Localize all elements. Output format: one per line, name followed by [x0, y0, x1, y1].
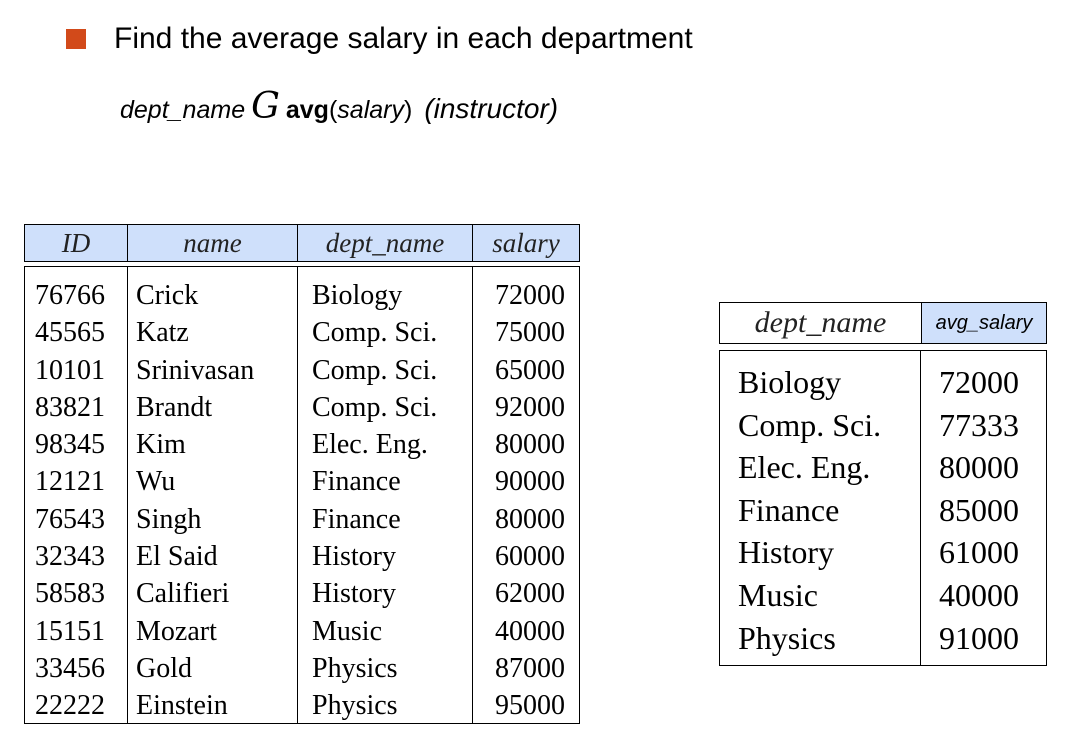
- name-cell: Srinivasan: [136, 354, 255, 386]
- salary-cell: 75000: [495, 317, 565, 349]
- name-cell: Einstein: [136, 690, 228, 722]
- id-cell: 10101: [35, 354, 105, 386]
- result-dept-cell: History: [738, 534, 834, 571]
- instructor-table-header: [24, 224, 580, 262]
- salary-cell: 95000: [495, 690, 565, 722]
- name-cell: Mozart: [136, 615, 217, 647]
- agg-open-paren: (: [328, 96, 338, 124]
- dept-cell: History: [312, 578, 396, 610]
- id-cell: 76543: [35, 503, 105, 535]
- salary-cell: 87000: [495, 652, 565, 684]
- dept-cell: Physics: [312, 652, 398, 684]
- id-cell: 32343: [35, 541, 105, 573]
- dept-cell: Biology: [312, 280, 403, 311]
- aggregate-function: avg: [285, 96, 329, 124]
- result-dept-cell: Finance: [738, 491, 840, 528]
- name-column: [128, 267, 298, 723]
- salary-cell: 65000: [495, 354, 565, 386]
- result-avg-cell: 40000: [939, 576, 1019, 613]
- header-dept-name: dept_name: [298, 225, 473, 261]
- result-dept-cell: Elec. Eng.: [738, 449, 871, 486]
- bullet-square-icon: [66, 29, 86, 49]
- group-attribute: dept_name: [120, 96, 246, 124]
- id-column: [25, 267, 128, 723]
- id-cell: 33456: [35, 652, 105, 684]
- dept-column: [298, 267, 473, 723]
- relation-close-paren: ): [548, 93, 559, 124]
- name-cell: Kim: [136, 429, 186, 461]
- dept-cell: Finance: [312, 503, 401, 535]
- name-cell: Califieri: [136, 578, 230, 610]
- dept-cell: Comp. Sci.: [312, 354, 438, 386]
- header-salary: salary: [492, 227, 560, 258]
- id-cell: 76766: [35, 280, 105, 311]
- aggregate-attribute: salary: [337, 96, 404, 124]
- dept-cell: History: [312, 541, 396, 573]
- salary-cell: 72000: [495, 280, 565, 311]
- heading-text: Find the average salary in each department: [114, 22, 693, 55]
- name-cell: Crick: [136, 280, 199, 311]
- dept-cell: Music: [312, 615, 382, 647]
- agg-close-paren: ): [403, 96, 413, 124]
- result-dept-cell: Biology: [738, 364, 842, 400]
- id-cell: 45565: [35, 317, 105, 349]
- dept-cell: Comp. Sci.: [312, 317, 438, 349]
- name-cell: Katz: [136, 317, 189, 349]
- salary-cell: 80000: [495, 503, 565, 535]
- result-avg-cell: 72000: [939, 364, 1019, 400]
- name-cell: Singh: [136, 503, 202, 535]
- salary-cell: 90000: [495, 466, 565, 498]
- name-cell: Brandt: [136, 391, 213, 423]
- salary-cell: 62000: [495, 578, 565, 610]
- name-cell: El Said: [136, 541, 218, 573]
- salary-column: [473, 267, 579, 723]
- result-table-body: [719, 350, 1047, 666]
- result-avg-cell: 61000: [939, 534, 1019, 571]
- relation-name: instructor: [433, 93, 549, 124]
- dept-cell: Comp. Sci.: [312, 391, 438, 423]
- result-avg-column: [921, 351, 1046, 665]
- id-cell: 22222: [35, 690, 105, 722]
- result-header-dept-name: dept_name: [720, 303, 922, 343]
- result-avg-cell: 85000: [939, 491, 1019, 528]
- salary-cell: 92000: [495, 391, 565, 423]
- name-cell: Gold: [136, 652, 192, 684]
- aggregation-operator: G: [251, 86, 280, 127]
- result-dept-cell: Comp. Sci.: [738, 406, 882, 443]
- dept-cell: Finance: [312, 466, 401, 498]
- salary-cell: 40000: [495, 615, 565, 647]
- id-cell: 98345: [35, 429, 105, 461]
- bullet-line: [66, 22, 693, 56]
- relation-open-paren: (: [424, 93, 434, 124]
- id-cell: 12121: [35, 466, 105, 498]
- result-dept-cell: Music: [738, 576, 818, 613]
- result-avg-cell: 91000: [939, 619, 1019, 656]
- dept-cell: Elec. Eng.: [312, 429, 428, 461]
- result-dept-column: [720, 351, 921, 665]
- salary-cell: 60000: [495, 541, 565, 573]
- instructor-table-body: [24, 266, 580, 724]
- relational-algebra-expression: [120, 86, 558, 127]
- result-header-avg-salary: avg_salary: [922, 303, 1046, 343]
- id-cell: 83821: [35, 391, 105, 423]
- result-dept-cell: Physics: [738, 619, 836, 656]
- salary-cell: 80000: [495, 429, 565, 461]
- name-cell: Wu: [136, 466, 176, 498]
- header-name: name: [128, 225, 298, 261]
- result-table-header: [719, 302, 1047, 344]
- result-avg-cell: 80000: [939, 449, 1019, 486]
- result-avg-cell: 77333: [939, 406, 1019, 443]
- id-cell: 15151: [35, 615, 105, 647]
- dept-cell: Physics: [312, 690, 398, 722]
- id-cell: 58583: [35, 578, 105, 610]
- header-id: ID: [25, 225, 128, 261]
